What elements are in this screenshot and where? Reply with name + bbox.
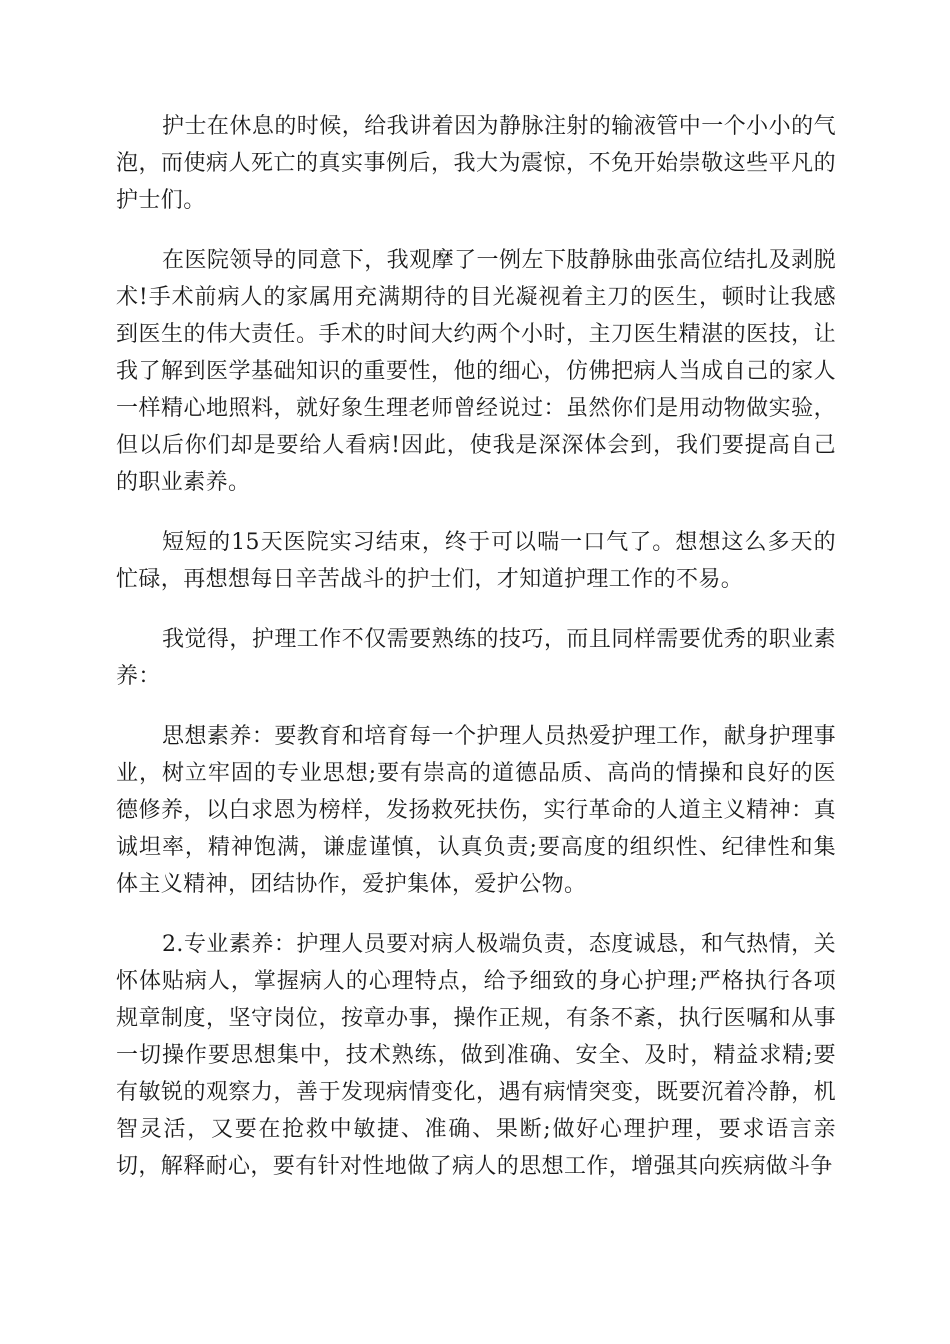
paragraph-ideological-quality: 思想素养：要教育和培育每一个护理人员热爱护理工作，献身护理事业，树立牢固的专业思想;要有崇高的道德品质、高尚的情操和良好的医德修养，以白求恩为榜样，发扬救死扶伤，实行革命的人道主义精神：真诚坦率，精神饱满，谦虚谨慎，认真负责;要高度的组织性、纪律性和集体主义精神，团结协作，爱护集体，爱护公物。: [116, 724, 836, 897]
paragraph-professional-skills: 2.专业素养：护理人员要对病人极端负责，态度诚恳，和气热情，关怀体贴病人，掌握病人的心理特点，给予细致的身心护理;严格执行各项规章制度，坚守岗位，按章办事，操作正规，有条不紊，执行医嘱和从事一切操作要思想集中，技术熟练，做到准确、安全、及时，精益求精;要有敏锐的观察力，善于发现病情变化，遇有病情突变，既要沉着冷静，机智灵活，又要在抢救中敏捷、准确、果断;做好心理护理，要求语言亲切，解释耐心，要有针对性地做了病人的思想工作，增强其向疾病做斗争: [116, 932, 836, 1179]
paragraph-internship-end: 短短的15天医院实习结束，终于可以喘一口气了。想想这么多天的忙碌，再想想每日辛苦战斗的护士们，才知道护理工作的不易。: [116, 530, 836, 592]
paragraph-professional-quality-intro: 我觉得，护理工作不仅需要熟练的技巧，而且同样需要优秀的职业素养：: [116, 627, 836, 689]
document-body: [116, 108, 836, 1185]
paragraph-nurse-story: 护士在休息的时候，给我讲着因为静脉注射的输液管中一个小小的气泡，而使病人死亡的真实事例后，我大为震惊，不免开始崇敬这些平凡的护士们。: [116, 114, 836, 213]
paragraph-surgery-observation: 在医院领导的同意下，我观摩了一例左下肢静脉曲张高位结扎及剥脱术!手术前病人的家属用充满期待的目光凝视着主刀的医生，顿时让我感到医生的伟大责任。手术的时间大约两个小时，主刀医生精湛的医技，让我了解到医学基础知识的重要性，他的细心，仿佛把病人当成自己的家人一样精心地照料，就好象生理老师曾经说过：虽然你们是用动物做实验，但以后你们却是要给人看病!因此，使我是深深体会到，我们要提高自己的职业素养。: [116, 248, 836, 495]
